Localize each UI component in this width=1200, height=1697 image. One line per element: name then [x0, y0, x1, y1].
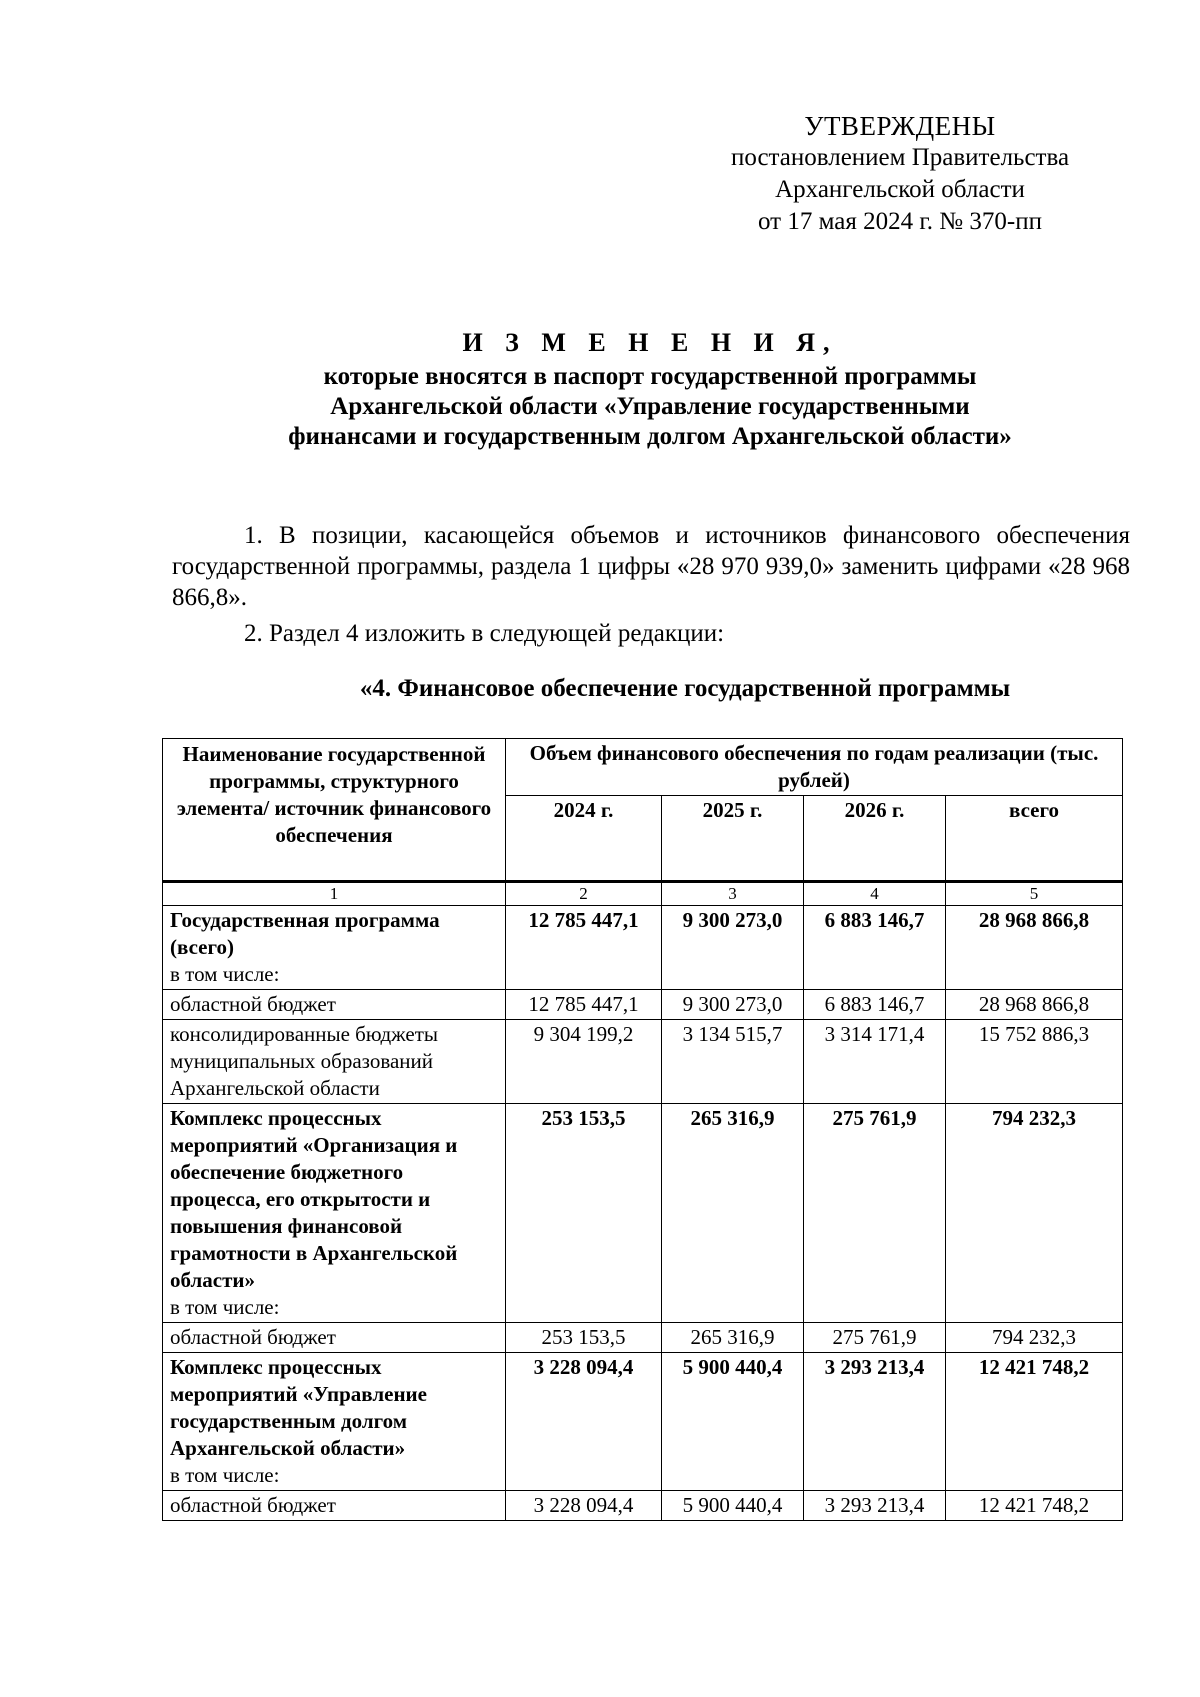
section-title: «4. Финансовое обеспечение государственной программы [359, 675, 1011, 702]
header-name: Наименование государственной программы, структурного элемента/ источник финансового обеспечения [163, 739, 506, 882]
row-name: Комплекс процессных мероприятий «Организация и обеспечение бюджетного процесса, его открытости и повышения финансовой грамотности в Архангельской области» [170, 1106, 458, 1292]
approval-block [690, 110, 1110, 238]
row-name-cell [163, 1104, 506, 1323]
finance-table [162, 738, 1123, 1521]
header-year: 2025 г. [662, 796, 804, 882]
row-subnote: в том числе: [170, 1295, 280, 1319]
value-cell: 12 785 447,1 [506, 906, 662, 990]
value-cell: 794 232,3 [946, 1323, 1123, 1353]
value-cell: 28 968 866,8 [946, 906, 1123, 990]
value-cell: 3 293 213,4 [804, 1353, 946, 1491]
row-name: Государственная программа (всего) [170, 908, 440, 959]
value-cell: 6 883 146,7 [804, 906, 946, 990]
table-row [163, 1104, 1123, 1323]
value-cell: 794 232,3 [946, 1104, 1123, 1323]
value-cell: 12 421 748,2 [946, 1491, 1123, 1521]
row-name: Комплекс процессных мероприятий «Управление государственным долгом Архангельской области» [170, 1355, 427, 1460]
approval-title: УТВЕРЖДЕНЫ [804, 111, 996, 141]
heading-line: Архангельской области «Управление государственными [330, 393, 970, 420]
value-cell: 9 300 273,0 [662, 990, 804, 1020]
value-cell: 3 228 094,4 [506, 1353, 662, 1491]
value-cell: 275 761,9 [804, 1104, 946, 1323]
column-number: 1 [163, 882, 506, 906]
approval-line: Архангельской области [775, 176, 1025, 203]
value-cell: 5 900 440,4 [662, 1353, 804, 1491]
table-row [163, 1353, 1123, 1491]
column-number: 5 [946, 882, 1123, 906]
value-cell: 6 883 146,7 [804, 990, 946, 1020]
table-row [163, 906, 1123, 990]
approval-line: постановлением Правительства [730, 144, 1070, 171]
heading-line: которые вносятся в паспорт государственной программы [323, 363, 977, 390]
paragraph-1: 1. В позиции, касающейся объемов и источников финансового обеспечения государственной программы, раздела 1 цифры «28 970 939,0» заменить цифрами «28 968 866,8». [172, 522, 1130, 611]
document-heading [170, 328, 1130, 452]
header-year: 2026 г. [804, 796, 946, 882]
value-cell: 9 300 273,0 [662, 906, 804, 990]
column-number: 2 [506, 882, 662, 906]
value-cell: 3 134 515,7 [662, 1020, 804, 1104]
table-row [163, 1020, 1123, 1104]
approval-date: от 17 мая 2024 г. № 370-пп [758, 208, 1042, 235]
paragraph-2: 2. Раздел 4 изложить в следующей редакции: [244, 620, 725, 647]
row-subnote: в том числе: [170, 962, 280, 986]
row-name-cell [163, 906, 506, 990]
value-cell: 28 968 866,8 [946, 990, 1123, 1020]
table-row [163, 1323, 1123, 1353]
heading-line: финансами и государственным долгом Архангельской области» [288, 423, 1012, 450]
column-number: 3 [662, 882, 804, 906]
row-name: областной бюджет [163, 1323, 506, 1353]
column-number: 4 [804, 882, 946, 906]
value-cell: 3 293 213,4 [804, 1491, 946, 1521]
value-cell: 275 761,9 [804, 1323, 946, 1353]
value-cell: 12 421 748,2 [946, 1353, 1123, 1491]
heading-title: И З М Е Н Е Н И Я, [462, 328, 838, 357]
value-cell: 253 153,5 [506, 1104, 662, 1323]
column-numbers-row [163, 882, 1123, 906]
value-cell: 265 316,9 [662, 1104, 804, 1323]
value-cell: 15 752 886,3 [946, 1020, 1123, 1104]
value-cell: 253 153,5 [506, 1323, 662, 1353]
row-name: областной бюджет [163, 990, 506, 1020]
header-total: всего [946, 796, 1123, 882]
value-cell: 3 228 094,4 [506, 1491, 662, 1521]
row-subnote: в том числе: [170, 1463, 280, 1487]
table-row [163, 1491, 1123, 1521]
row-name: областной бюджет [163, 1491, 506, 1521]
table-row [163, 990, 1123, 1020]
value-cell: 12 785 447,1 [506, 990, 662, 1020]
value-cell: 265 316,9 [662, 1323, 804, 1353]
header-volume: Объем финансового обеспечения по годам реализации (тыс. рублей) [506, 739, 1123, 796]
row-name: консолидированные бюджеты муниципальных образований Архангельской области [163, 1020, 506, 1104]
header-year: 2024 г. [506, 796, 662, 882]
row-name-cell [163, 1353, 506, 1491]
value-cell: 5 900 440,4 [662, 1491, 804, 1521]
value-cell: 3 314 171,4 [804, 1020, 946, 1104]
value-cell: 9 304 199,2 [506, 1020, 662, 1104]
